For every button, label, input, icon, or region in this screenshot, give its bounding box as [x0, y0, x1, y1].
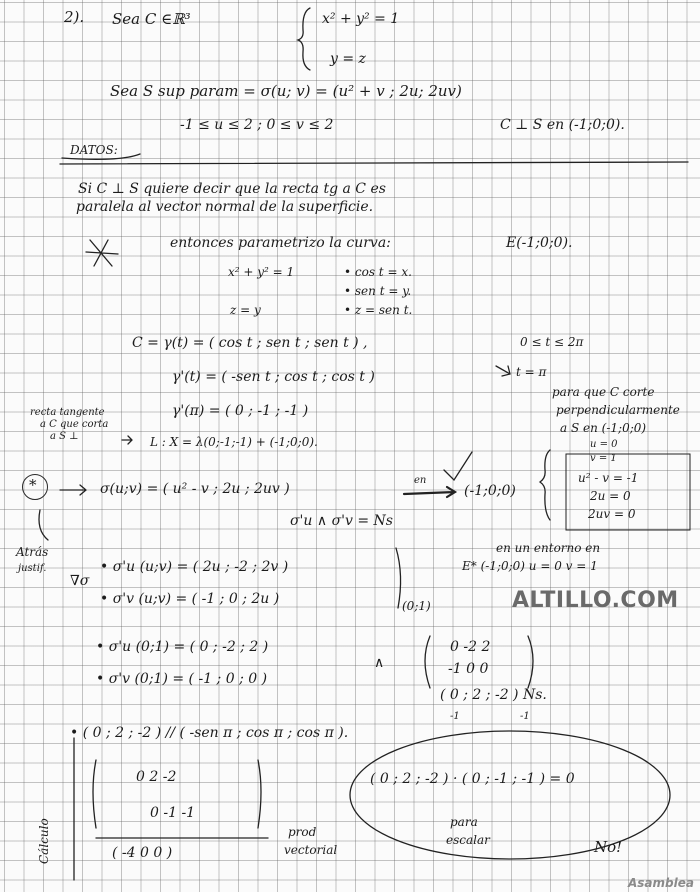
justif-note: justif. — [18, 563, 47, 574]
datos-heading: DATOS: — [70, 143, 118, 157]
calculo-label: Cálculo — [37, 818, 51, 864]
vectorial-label: vectorial — [284, 843, 338, 857]
matrix-row-1: 0 -2 2 — [450, 639, 491, 655]
surface-parametrization: Sea S sup param = σ(u; v) = (u² + v ; 2u; 2uv) — [110, 82, 462, 100]
arrow-label: en — [414, 475, 427, 486]
note-line-3: a S en (-1;0;0) — [560, 421, 647, 435]
evaluation-point: (0;1) — [402, 599, 431, 613]
param-sub-2: • sen t = y. — [344, 284, 412, 298]
partial-v: • σ'v (u;v) = ( -1 ; 0 ; 2u ) — [100, 591, 280, 607]
intro-line-1: Si C ⊥ S quiere decir que la recta tg a C es — [78, 181, 386, 197]
system-line-2: v = 1 — [590, 453, 617, 464]
entorno-line-2: E* (-1;0;0) u = 0 v = 1 — [462, 559, 598, 573]
system-equation-1: x² + y² = 1 — [322, 11, 400, 27]
det-result: ( -4 0 0 ) — [112, 845, 173, 861]
t-range: 0 ≤ t ≤ 2π — [520, 335, 584, 349]
param-sub-3: • z = sen t. — [344, 303, 413, 317]
sigma-point: (-1;0;0) — [464, 483, 516, 499]
surface-domain: -1 ≤ u ≤ 2 ; 0 ≤ v ≤ 2 — [180, 117, 334, 133]
system-line-5: 2uv = 0 — [588, 507, 636, 521]
sigma-equation: σ(u;v) = ( u² - v ; 2u ; 2uv ) — [100, 481, 290, 497]
normal-vector: ( 0 ; 2 ; -2 ) Ns. — [440, 687, 547, 703]
det-row-2: 0 -1 -1 — [150, 805, 196, 821]
asamblea-brand: Asamblea — [628, 876, 694, 890]
para-label: para — [450, 815, 478, 829]
system-line-1: u = 0 — [590, 439, 618, 450]
dot-product: ( 0 ; 2 ; -2 ) · ( 0 ; -1 ; -1 ) = 0 — [370, 771, 575, 787]
star-marker: * — [29, 476, 37, 494]
param-eq-2: z = y — [230, 303, 261, 317]
param-point: E(-1;0;0). — [506, 235, 573, 251]
entorno-line-1: en un entorno en — [496, 541, 601, 555]
det-row-1: 0 2 -2 — [136, 769, 177, 785]
side-note-3: a S ⊥ — [50, 431, 79, 442]
escalar-label: escalar — [446, 833, 490, 847]
sign-note-2: -1 — [520, 711, 530, 722]
exercise-number: 2). — [64, 8, 85, 26]
tangent-line-equation: L : X = λ(0;-1;-1) + (-1;0;0). — [150, 435, 318, 449]
partial-u-evaluated: • σ'u (0;1) = ( 0 ; -2 ; 2 ) — [96, 639, 269, 655]
normal-definition: σ'u ∧ σ'v = Ns — [290, 513, 393, 529]
gamma-derivative: γ'(t) = ( -sen t ; cos t ; cos t ) — [172, 369, 375, 385]
system-line-3: u² - v = -1 — [578, 471, 639, 485]
intro-line-2: paralela al vector normal de la superficie. — [76, 199, 374, 215]
partial-v-evaluated: • σ'v (0;1) = ( -1 ; 0 ; 0 ) — [96, 671, 268, 687]
t-value: t = π — [516, 365, 547, 379]
wedge-symbol: ∧ — [374, 655, 385, 671]
side-note-1: recta tangente — [30, 407, 105, 418]
side-note-2: a C que corta — [40, 419, 109, 430]
sign-note-1: -1 — [450, 711, 460, 722]
no-exclamation: No! — [594, 838, 623, 856]
curve-definition: Sea C ∈ℝ³ — [112, 10, 191, 28]
param-heading: entonces parametrizo la curva: — [170, 235, 391, 251]
param-sub-1: • cos t = x. — [344, 265, 412, 279]
perpendicular-claim: C ⊥ S en (-1;0;0). — [500, 117, 625, 133]
partial-u: • σ'u (u;v) = ( 2u ; -2 ; 2v ) — [100, 559, 289, 575]
gamma-definition: C = γ(t) = ( cos t ; sen t ; sen t ) , — [132, 335, 368, 351]
system-line-4: 2u = 0 — [590, 489, 631, 503]
atras-note: Atrás — [16, 545, 49, 559]
altillo-watermark: ALTILLO.COM — [512, 588, 679, 613]
param-eq-1: x² + y² = 1 — [228, 265, 295, 279]
gamma-derivative-at-pi: γ'(π) = ( 0 ; -1 ; -1 ) — [172, 403, 309, 419]
gradient-note: ∇σ — [70, 573, 90, 589]
parallel-statement: • ( 0 ; 2 ; -2 ) // ( -sen π ; cos π ; cos π ). — [70, 725, 349, 741]
note-line-1: para que C corte — [552, 385, 655, 399]
system-equation-2: y = z — [330, 51, 366, 67]
matrix-row-2: -1 0 0 — [448, 661, 489, 677]
note-line-2: perpendicularmente — [556, 403, 680, 417]
prod-label: prod — [288, 825, 317, 839]
